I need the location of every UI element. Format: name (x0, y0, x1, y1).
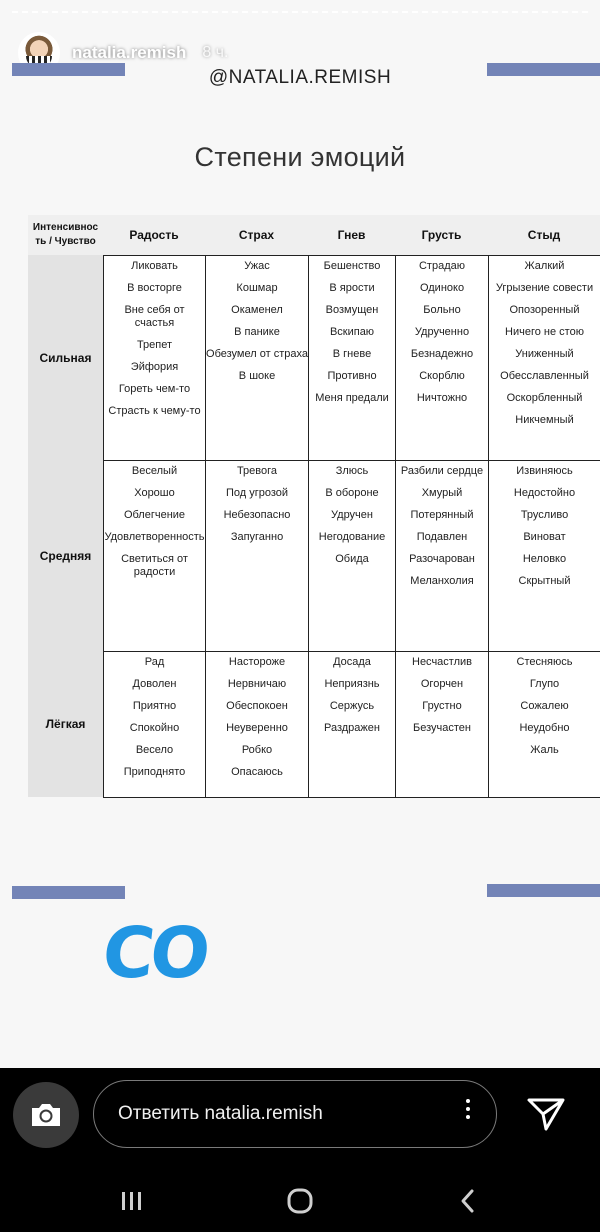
row-header: Лёгкая (28, 651, 103, 797)
decor-bar-bottom-left (12, 886, 125, 899)
emotion-word: Ужас (244, 260, 270, 272)
emotion-word: Рад (144, 656, 165, 668)
page-title: Степени эмоций (194, 142, 406, 172)
table-cell (395, 651, 489, 798)
emotion-word: Эйфория (130, 361, 179, 373)
reply-input-container[interactable] (93, 1080, 497, 1148)
emotion-word: Робко (241, 744, 273, 756)
emotion-word: Досада (333, 656, 371, 668)
emotion-word: В обороне (325, 487, 379, 499)
home-icon (286, 1187, 314, 1215)
emotion-word: В восторге (127, 282, 182, 294)
emotion-word: Разбили сердце (400, 465, 484, 477)
emotion-word: Окаменел (231, 304, 283, 316)
doodle-text: СО (98, 912, 211, 994)
emotion-word: Неудобно (519, 722, 570, 734)
emotion-word: В ярости (329, 282, 375, 294)
emotion-word: Несчастлив (412, 656, 472, 668)
column-header: Стыд (488, 215, 600, 255)
emotion-word: Удовлетворенность (104, 531, 205, 543)
emotion-word: Скрытный (518, 575, 571, 587)
recents-button[interactable] (112, 1186, 152, 1216)
corner-line-1: Интенсивнос (32, 222, 99, 233)
emotion-word: Извиняюсь (516, 465, 573, 477)
emotion-word: Жалкий (524, 260, 565, 272)
emotion-word: Возмущен (325, 304, 379, 316)
emotion-word: Стесняюсь (516, 656, 573, 668)
emotion-word: Противно (327, 370, 377, 382)
emotion-word: Гореть чем-то (118, 383, 191, 395)
emotion-word: Неуверенно (226, 722, 288, 734)
emotion-word: Обеспокоен (226, 700, 288, 712)
emotion-word: Хорошо (134, 487, 175, 499)
emotion-word: Огорчен (420, 678, 464, 690)
emotion-word: Жаль (530, 744, 559, 756)
emotion-word: Неловко (522, 553, 567, 565)
back-icon (456, 1187, 480, 1215)
emotion-word: Светиться от радости (121, 553, 188, 578)
emotion-word: Бешенство (323, 260, 381, 272)
emotion-word: Облегчение (123, 509, 186, 521)
emotion-word: Хмурый (421, 487, 463, 499)
emotion-word: Страдаю (418, 260, 465, 272)
emotion-word: Меланхолия (410, 575, 474, 587)
back-button[interactable] (448, 1186, 488, 1216)
send-button[interactable] (524, 1094, 568, 1134)
emotion-word: Под угрозой (225, 487, 289, 499)
emotion-word: Больно (423, 304, 461, 316)
table-cell (103, 255, 206, 461)
emotion-word: Раздражен (324, 722, 380, 734)
table-corner-header (28, 215, 103, 255)
recents-icon (118, 1189, 146, 1213)
emotion-word: Спокойно (129, 722, 180, 734)
emotion-word: Ничтожно (416, 392, 468, 404)
table-cell (395, 255, 489, 461)
column-header: Радость (103, 215, 205, 255)
emotion-word: Страсть к чему-то (108, 405, 201, 417)
emotion-word: Никчемный (515, 414, 574, 426)
emotion-word: В шоке (238, 370, 276, 382)
emotion-word: Небезопасно (223, 509, 291, 521)
table-cell (205, 460, 309, 652)
emotion-word: Униженный (515, 348, 574, 360)
corner-line-2: ть / Чувство (35, 236, 96, 247)
table-cell (395, 460, 489, 652)
table-cell (103, 651, 206, 798)
emotion-word: Ликовать (131, 260, 178, 272)
emotion-word: Приятно (132, 700, 177, 712)
emotion-word: Подавлен (416, 531, 468, 543)
decor-bar-bottom-right (487, 884, 600, 897)
emotion-word: Доволен (132, 678, 177, 690)
emotion-word: Веселый (131, 465, 178, 477)
emotion-word: В панике (234, 326, 280, 338)
emotion-word: Ничего не стою (505, 326, 584, 338)
emotion-word: Опозоренный (509, 304, 580, 316)
reply-input[interactable] (116, 1102, 440, 1126)
table-cell (308, 460, 396, 652)
emotion-word: Грустно (422, 700, 462, 712)
row-header: Средняя (28, 460, 103, 651)
emotion-word: Недостойно (513, 487, 576, 499)
emotion-word: Одиноко (419, 282, 465, 294)
table-cell (308, 651, 396, 798)
author-handle: @NATALIA.REMISH (208, 67, 392, 88)
emotion-word: Запуганно (230, 531, 284, 543)
emotion-word: Оскорбленный (506, 392, 583, 404)
emotion-word: Потерянный (410, 509, 474, 521)
emotion-word: Обида (335, 553, 369, 565)
emotion-word: Нервничаю (227, 678, 287, 690)
home-button[interactable] (280, 1186, 320, 1216)
emotion-word: Меня предали (315, 392, 389, 404)
table-cell (308, 255, 396, 461)
row-header: Сильная (28, 255, 103, 460)
emotion-word: Разочарован (409, 553, 475, 565)
emotion-word: Обесславленный (500, 370, 589, 382)
table-cell (488, 651, 600, 798)
emotion-word: Вскипаю (329, 326, 375, 338)
table-cell (488, 255, 600, 461)
emotion-word: Трепет (136, 339, 173, 351)
column-header: Гнев (308, 215, 395, 255)
emotion-word: Тревога (236, 465, 278, 477)
emotion-word: Злюсь (335, 465, 369, 477)
emotion-word: Вне себя от счастья (124, 304, 185, 329)
emotion-word: Негодование (318, 531, 386, 543)
emotion-word: Сожалею (520, 700, 569, 712)
emotion-word: Виноват (523, 531, 566, 543)
table-cell (205, 651, 309, 798)
emotion-word: Глупо (529, 678, 560, 690)
story-username[interactable]: natalia.remish (72, 43, 187, 62)
table-cell (103, 460, 206, 652)
story-progress-bar (12, 11, 588, 16)
emotion-word: Безучастен (413, 722, 471, 734)
emotion-word: Приподнято (123, 766, 186, 778)
emotion-word: Удручен (331, 509, 373, 521)
emotion-word: В гневе (332, 348, 372, 360)
emotion-word: Кошмар (236, 282, 278, 294)
emotion-word: Безнадежно (410, 348, 474, 360)
emotion-word: Обезумел от страха (206, 348, 308, 360)
camera-icon (29, 1101, 63, 1129)
column-header: Грусть (395, 215, 488, 255)
emotion-word: Настороже (228, 656, 286, 668)
table-cell (488, 460, 600, 652)
emotion-word: Весело (135, 744, 174, 756)
column-header: Страх (205, 215, 308, 255)
camera-button[interactable] (13, 1082, 79, 1148)
emotions-table (28, 215, 600, 797)
send-icon (526, 1096, 566, 1132)
more-vertical-icon[interactable] (466, 1099, 470, 1123)
emotion-word: Неприязнь (324, 678, 380, 690)
table-cell (205, 255, 309, 461)
emotion-word: Скорблю (419, 370, 465, 382)
emotion-word: Трусливо (520, 509, 569, 521)
emotion-word: Опасаюсь (231, 766, 283, 778)
emotion-word: Удрученно (414, 326, 470, 338)
emotion-word: Угрызение совести (495, 282, 594, 294)
emotion-word: Сержусь (329, 700, 375, 712)
story-time: 8 ч. (202, 44, 229, 61)
